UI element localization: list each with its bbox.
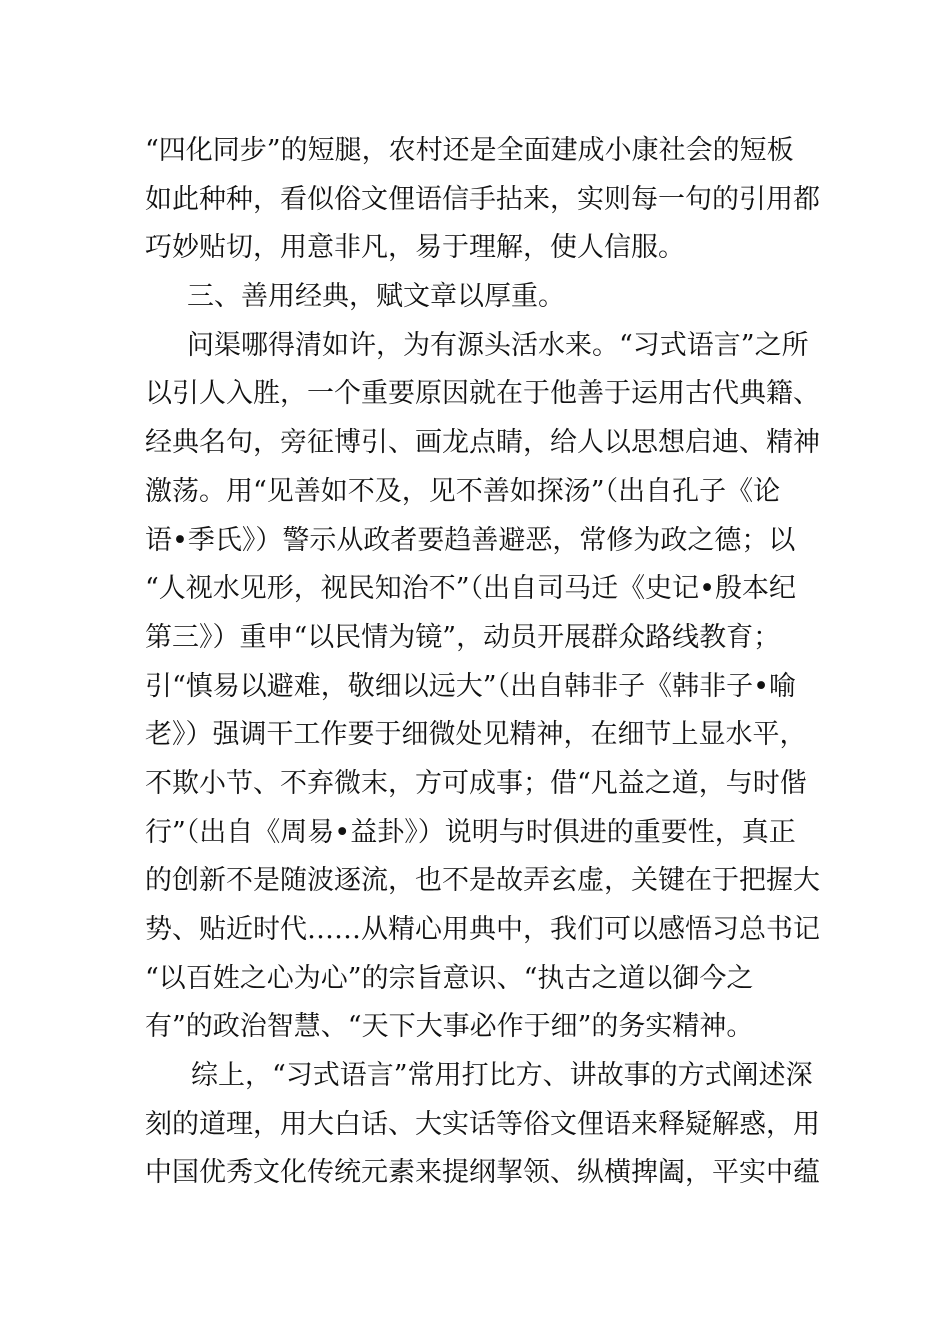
text-line: 第三》）重申“以民情为镜”，动员开展群众路线教育； bbox=[145, 621, 781, 653]
text-line: 引“慎易以避难，敬细以远大”（出自韩非子《韩非子•喻 bbox=[145, 670, 797, 702]
text-line: 有”的政治智慧、“天下大事必作于细”的务实精神。 bbox=[145, 1011, 754, 1043]
text-line: “四化同步”的短腿，农村还是全面建成小康社会的短板 bbox=[145, 135, 794, 166]
text-line: 激荡。用“见善如不及，见不善如探汤”（出自孔子《论 bbox=[145, 475, 781, 507]
text-line: 的创新不是随波逐流，也不是故弄玄虚，关键在于把握大 bbox=[145, 865, 820, 897]
text-line: 巧妙贴切，用意非凡，易于理解，使人信服。 bbox=[145, 232, 685, 264]
text-line: 以引人入胜，一个重要原因就在于他善于运用古代典籍、 bbox=[145, 378, 820, 410]
text-line: 行”（出自《周易•益卦》）说明与时俱进的重要性，真正 bbox=[145, 816, 796, 848]
text-line: 如此种种，看似俗文俚语信手拈来，实则每一句的引用都 bbox=[145, 183, 820, 215]
document-body bbox=[145, 127, 825, 1198]
text-line: 中国优秀文化传统元素来提纲挈领、纵横捭阖，平实中蕴 bbox=[145, 1157, 820, 1189]
section-heading: 三、善用经典，赋文章以厚重。 bbox=[187, 281, 565, 313]
text-line: 刻的道理，用大白话、大实话等俗文俚语来释疑解惑，用 bbox=[145, 1108, 820, 1140]
paragraph-start-line: 综上，“习式语言”常用打比方、讲故事的方式阐述深 bbox=[191, 1060, 813, 1092]
text-line: “人视水见形，视民知治不”（出自司马迁《史记•殷本纪 bbox=[145, 573, 797, 605]
text-line: “以百姓之心为心”的宗旨意识、“执古之道以御今之 bbox=[145, 962, 754, 994]
paragraph-start-line: 问渠哪得清如许，为有源头活水来。“习式语言”之所 bbox=[187, 329, 809, 361]
text-line: 不欺小节、不弃微末，方可成事；借“凡益之道，与时偕 bbox=[145, 767, 807, 799]
text-line: 语•季氏》）警示从政者要趋善避恶，常修为政之德；以 bbox=[145, 524, 796, 556]
text-line: 经典名句，旁征博引、画龙点睛，给人以思想启迪、精神 bbox=[145, 427, 820, 459]
text-line: 势、贴近时代……从精心用典中，我们可以感悟习总书记 bbox=[145, 914, 820, 945]
text-line: 老》）强调干工作要于细微处见精神，在细节上显水平， bbox=[145, 719, 807, 751]
